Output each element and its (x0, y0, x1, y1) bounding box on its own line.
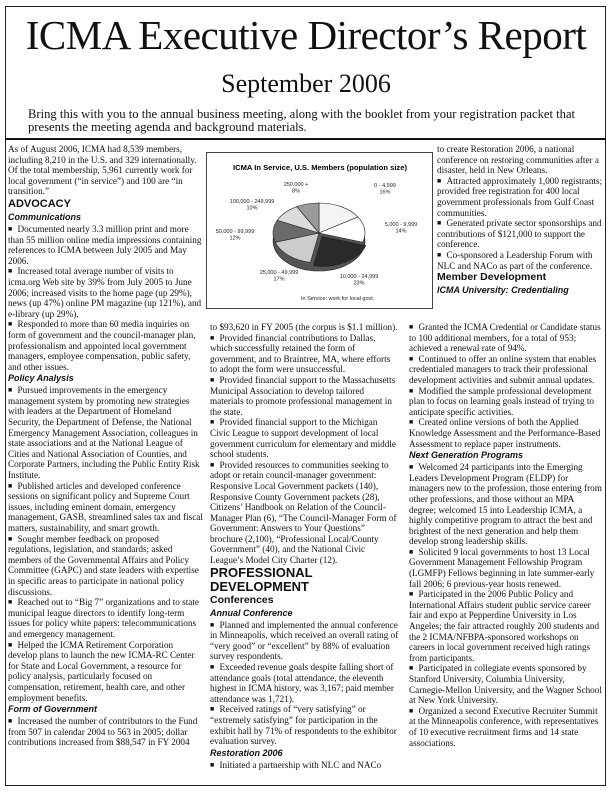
paragraph: to $93,620 in FY 2005 (the corpus is $1.1 million). (210, 322, 398, 332)
bullet-item: ■ Increased total average number of visits to icma.org Web site by 39% from July 2005 to June 2006; increased visits to the home page (up 29%), news (up 47%) online PM magazine (up 121%), and e-library (up 29%). (8, 266, 203, 319)
bullet-item: ■ Provided financial support to the Massachusetts Municipal Association to develop tailored materials to promote professional management in the state. (210, 375, 399, 417)
bullet-item: ■ Planned and implemented the annual conference in Minneapolis, which received an overall rating of “very good” or “excellent” by 88% of evaluation survey respondents. (210, 620, 399, 662)
bullet-item: ■ Published articles and developed conference sessions on significant policy and Supreme Court issues, including eminent domain, emergency management, GASB, streamlined sales tax and fiscal matters, sustainability, and smart growth. (8, 481, 203, 534)
bullet-item: ■ Created online versions of both the Applied Knowledge Assessment and the Performance-Based Assessment to replace paper instruments. (409, 417, 603, 449)
subheading: Policy Analysis (8, 373, 74, 384)
subheading: ICMA University: Credentialing (437, 285, 569, 296)
column-1 (8, 144, 203, 748)
slice-label: 8% (292, 188, 300, 195)
paragraph: As of August 2006, ICMA had 8,539 members, including 8,210 in the U.S. and 329 internationally. Of the total membership, 5,961 currently work for local government (“in service”) and 100 are “in transition.” (8, 144, 197, 197)
subheading: Annual Conference (210, 607, 293, 618)
column-2 (210, 322, 399, 770)
bullet-item: ■ Welcomed 24 participants into the Emerging Leaders Development Program (ELDP) for managers new to the profession, those entering from other professions, and those without an MPA degree; welcomed 15 into Leadership ICMA, a highly competitive program to attract the best and brightest of the next generation and help them develop strong leadership skills. (409, 462, 603, 547)
bullet-item: ■ Provided financial support to the Michigan Civic League to support development of local government curriculum for elementary and middle school students. (210, 417, 399, 459)
bullet-item: ■ Attracted approximately 1,000 registrants; provided free registration for 400 local government professionals from Gulf Coast communities. (437, 176, 603, 218)
section-heading: PROFESSIONAL DEVELOPMENT (210, 564, 313, 594)
bullet-item: ■ Modified the sample professional development plan to focus on learning goals instead of trying to anticipate specific activities. (409, 386, 603, 418)
report-month: September 2006 (221, 69, 391, 98)
slice-label: 12% (229, 235, 241, 242)
bullet-item: ■ Reached out to “Big 7” organizations and to state municipal league directors to identify long-term issues for policy white papers: telecommunications and emergency management. (8, 597, 203, 639)
section-heading: ADVOCACY (8, 197, 71, 210)
bullet-item: ■ Increased the number of contributors to the Fund from 507 in calendar 2004 to 563 in 2005; dollar contributions increased from $88,547 in FY 2004 (8, 716, 203, 748)
bullet-item: ■ Initiated a partnership with NLC and NACo (210, 760, 399, 771)
subheading: Next Generation Programs (409, 450, 524, 461)
bring-note: Bring this with you to the annual business meeting, along with the booklet from your registration packet that presents the meeting agenda and background materials. (28, 107, 576, 134)
column-3-top (437, 144, 603, 297)
slice-label: 0 - 4,999 (374, 183, 396, 189)
subheading: Restoration 2006 (210, 747, 283, 758)
bullet-item: ■ Provided resources to communities seeking to adopt or retain council-manager government: Responsive Local Government packets (140), Responsive County Government packets (28), Citizens’ Handbook on Relation of the Council-Manager Plan (6), “The Council-Manager Form of Government: Answers to Your Questions” brochure (2,100), “Professional Local/County Government” (40), and the National Civic League’s Model City Charter (12). (210, 460, 399, 566)
paragraph: to create Restoration 2006, a national conference on restoring communities after a disaster, held in New Orleans. (437, 144, 599, 176)
chart-title: ICMA In Service, U.S. Members (population size) (233, 163, 407, 172)
bullet-item: ■ Solicited 9 local governments to host 13 Local Government Management Fellowship Program (LGMFP) Fellows beginning in late summer-early fall 2006; 6 previous-year hosts renewed. (409, 547, 603, 589)
bullet-item: ■ Documented nearly 3.3 million print and more than 55 million online media impressions containing references to ICMA between July 2005 and May 2006. (8, 224, 203, 266)
pie-chart-svg (207, 153, 434, 310)
bullet-item: ■ Co-sponsored a Leadership Forum with NLC and NACo as part of the conference. (437, 250, 603, 271)
chart-note: In Service: work for local govt. (301, 296, 375, 302)
bullet-item: ■ Participated in the 2006 Public Policy and International Affairs student public service career fair and expo at Pepperdine University in Los Angeles; the fair attracted roughly 200 students and the 2 ICMA/NFBPA-sponsored workshops on careers in local government received high ratings from participants. (409, 589, 603, 663)
column-3-bottom (409, 322, 603, 748)
subheading: Communications (8, 211, 82, 222)
slice-label: 50,000 - 99,999 (215, 229, 255, 235)
bullet-item: ■ Organized a second Executive Recruiter Summit at the Minneapolis conference, with representatives of 10 executive recruitment firms and 14 state associations. (409, 706, 603, 748)
slice-label: 14% (395, 228, 407, 235)
header-rule (5, 138, 606, 140)
slice-label: 100,000 - 249,999 (229, 199, 275, 205)
bullet-item: ■ Generated private sector sponsorships and contributions of $121,000 to support the conference. (437, 218, 603, 250)
bullet-item: ■ Sought member feedback on proposed regulations, legislation, and standards; asked members of the Governmental Affairs and Policy Committee (GAPC) and state leaders with expertise in specific areas to participate in national policy discussions. (8, 534, 203, 598)
slice-label: 17% (273, 276, 285, 283)
subsection-heading: Member Development (437, 271, 547, 284)
bullet-item: ■ Exceeded revenue goals despite falling short of attendance goals (total attendance, the eleventh highest in ICMA history, was 3,167; paid member attendance was 1,721). (210, 662, 399, 704)
subsection-heading: Conferences (210, 593, 274, 606)
bullet-item: ■ Pursued improvements in the emergency management system by promoting new strategies with leaders at the Department of Homeland Security, the Department of Defense, the National Emergency Management Association, colleagues in state associations and at the National League of Cities and National Association of Counties, and Corporate Partners, including the Public Entity Risk Institute. (8, 385, 203, 480)
slice-label: 10,000 - 24,999 (339, 274, 379, 280)
membership-pie-chart (206, 152, 433, 309)
bullet-item: ■ Continued to offer an online system that enables credentialed managers to track their professional development activities and submit annual updates. (409, 354, 603, 386)
bullet-item: ■ Granted the ICMA Credential or Candidate status to 100 additional members, for a total of 953; achieved a renewal rate of 94%. (409, 322, 603, 354)
bullet-item: ■ Helped the ICMA Retirement Corporation develop plans to launch the new ICMA-RC Center for State and Local Government, a resource for policy analysis, particularly focused on compensation, retirement, health care, and other employment benefits. (8, 640, 203, 704)
bullet-item: ■ Responded to more than 60 media inquiries on form of government and the council-manager plan, professionalism and appointed local government managers, employee compensation, public safety, and other issues. (8, 319, 203, 372)
subheading: Form of Government (8, 704, 98, 715)
bullet-item: ■ Participated in collegiate events sponsored by Stanford University, Columbia University, Carnegie-Mellon University, and the Wagner School at New York University. (409, 663, 603, 705)
slice-label: 16% (379, 189, 391, 196)
slice-label: 5,000 - 9,999 (384, 222, 418, 228)
bullet-item: ■ Received ratings of “very satisfying” or “extremely satisfying” for participation in the exhibit hall by 71% of respondents to the exhibitor evaluation survey. (210, 704, 399, 746)
report-title: ICMA Executive Director’s Report (25, 12, 587, 58)
slice-label: 25,000 - 49,999 (259, 270, 299, 276)
slice-label: 23% (353, 280, 365, 287)
bullet-item: ■ Provided financial contributions to Dallas, which successfully retained the form of government, and to Braintree, MA, where efforts to adopt the form were unsuccessful. (210, 333, 399, 375)
slice-label: 10% (246, 205, 258, 212)
slice-label: 250,000 + (283, 182, 309, 188)
